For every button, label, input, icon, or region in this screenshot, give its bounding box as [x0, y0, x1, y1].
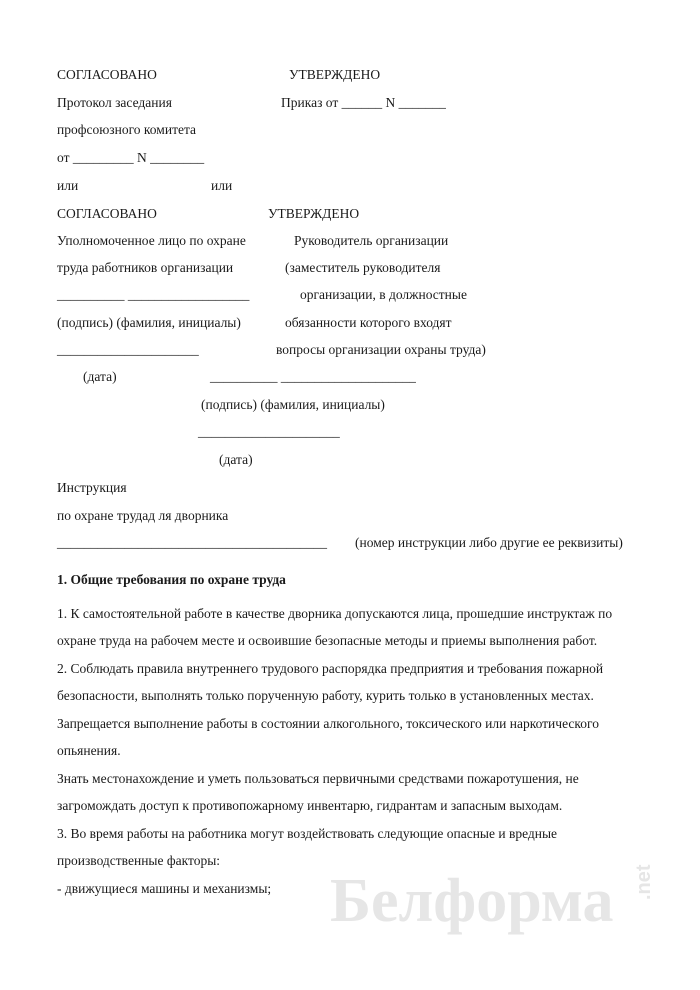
or-left: или	[57, 178, 79, 193]
section-line: Знать местонахождение и уметь пользоваться первичными средствами пожаротушения, не	[57, 771, 579, 786]
approval-right-title-2: УТВЕРЖДЕНО	[268, 206, 360, 221]
protocol-line-2: профсоюзного комитета	[57, 122, 197, 137]
approval-right-title: УТВЕРЖДЕНО	[289, 67, 381, 82]
section-line: 2. Соблюдать правила внутреннего трудового распорядка предприятия и требования пожарной	[57, 661, 604, 676]
section-line: 3. Во время работы на работника могут воздействовать следующие опасные и вредные	[57, 826, 558, 841]
instruction-number-blank: ________________________________________	[57, 535, 327, 550]
protocol-date-line: от _________ N ________	[57, 150, 205, 165]
section-line: 1. К самостоятельной работе в качестве дворника допускаются лица, прошедшие инструктаж по	[57, 606, 613, 621]
left-date-blank: _____________________	[57, 342, 199, 357]
left-signature-caption: (подпись) (фамилия, инициалы)	[57, 315, 241, 330]
head-line-5: вопросы организации охраны труда)	[276, 342, 486, 357]
order-line: Приказ от ______ N _______	[281, 95, 446, 110]
right-date-blank: _____________________	[198, 424, 340, 439]
approval-left-title: СОГЛАСОВАНО	[57, 67, 157, 82]
instruction-number-caption: (номер инструкции либо другие ее реквизиты)	[355, 535, 623, 550]
authorized-line-1: Уполномоченное лицо по охране	[57, 233, 246, 248]
right-signature-blank: __________ ____________________	[210, 369, 416, 384]
left-signature-blank: __________ __________________	[57, 287, 250, 302]
watermark-logo: Белформа	[330, 867, 614, 935]
head-line-3: организации, в должностные	[300, 287, 467, 302]
section-line: загромождать доступ к противопожарному инвентарю, гидрантам и запасным выходам.	[57, 798, 563, 813]
instruction-title-2: по охране трудад ля дворника	[57, 508, 229, 523]
section-line: - движущиеся машины и механизмы;	[57, 881, 272, 896]
section-line: опьянения.	[57, 743, 121, 758]
section-line: охране труда на рабочем месте и освоившие безопасные методы и приемы выполнения работ.	[57, 633, 598, 648]
section-line: Запрещается выполнение работы в состоянии алкогольного, токсического или наркотического	[57, 716, 599, 731]
section-line: безопасности, выполнять только порученную работу, курить только в установленных местах.	[57, 688, 594, 703]
approval-left-title-2: СОГЛАСОВАНО	[57, 206, 157, 221]
right-signature-caption: (подпись) (фамилия, инициалы)	[201, 397, 385, 412]
head-line-2: (заместитель руководителя	[285, 260, 441, 275]
section-line: производственные факторы:	[57, 853, 221, 868]
right-date-caption: (дата)	[219, 452, 253, 467]
watermark-suffix: .net	[633, 864, 655, 900]
section-heading: 1. Общие требования по охране труда	[57, 572, 286, 587]
head-line-1: Руководитель организации	[294, 233, 449, 248]
protocol-line-1: Протокол заседания	[57, 95, 172, 110]
or-right: или	[211, 178, 233, 193]
head-line-4: обязанности которого входят	[285, 315, 452, 330]
left-date-caption: (дата)	[83, 369, 117, 384]
instruction-title-1: Инструкция	[57, 480, 127, 495]
authorized-line-2: труда работников организации	[57, 260, 234, 275]
